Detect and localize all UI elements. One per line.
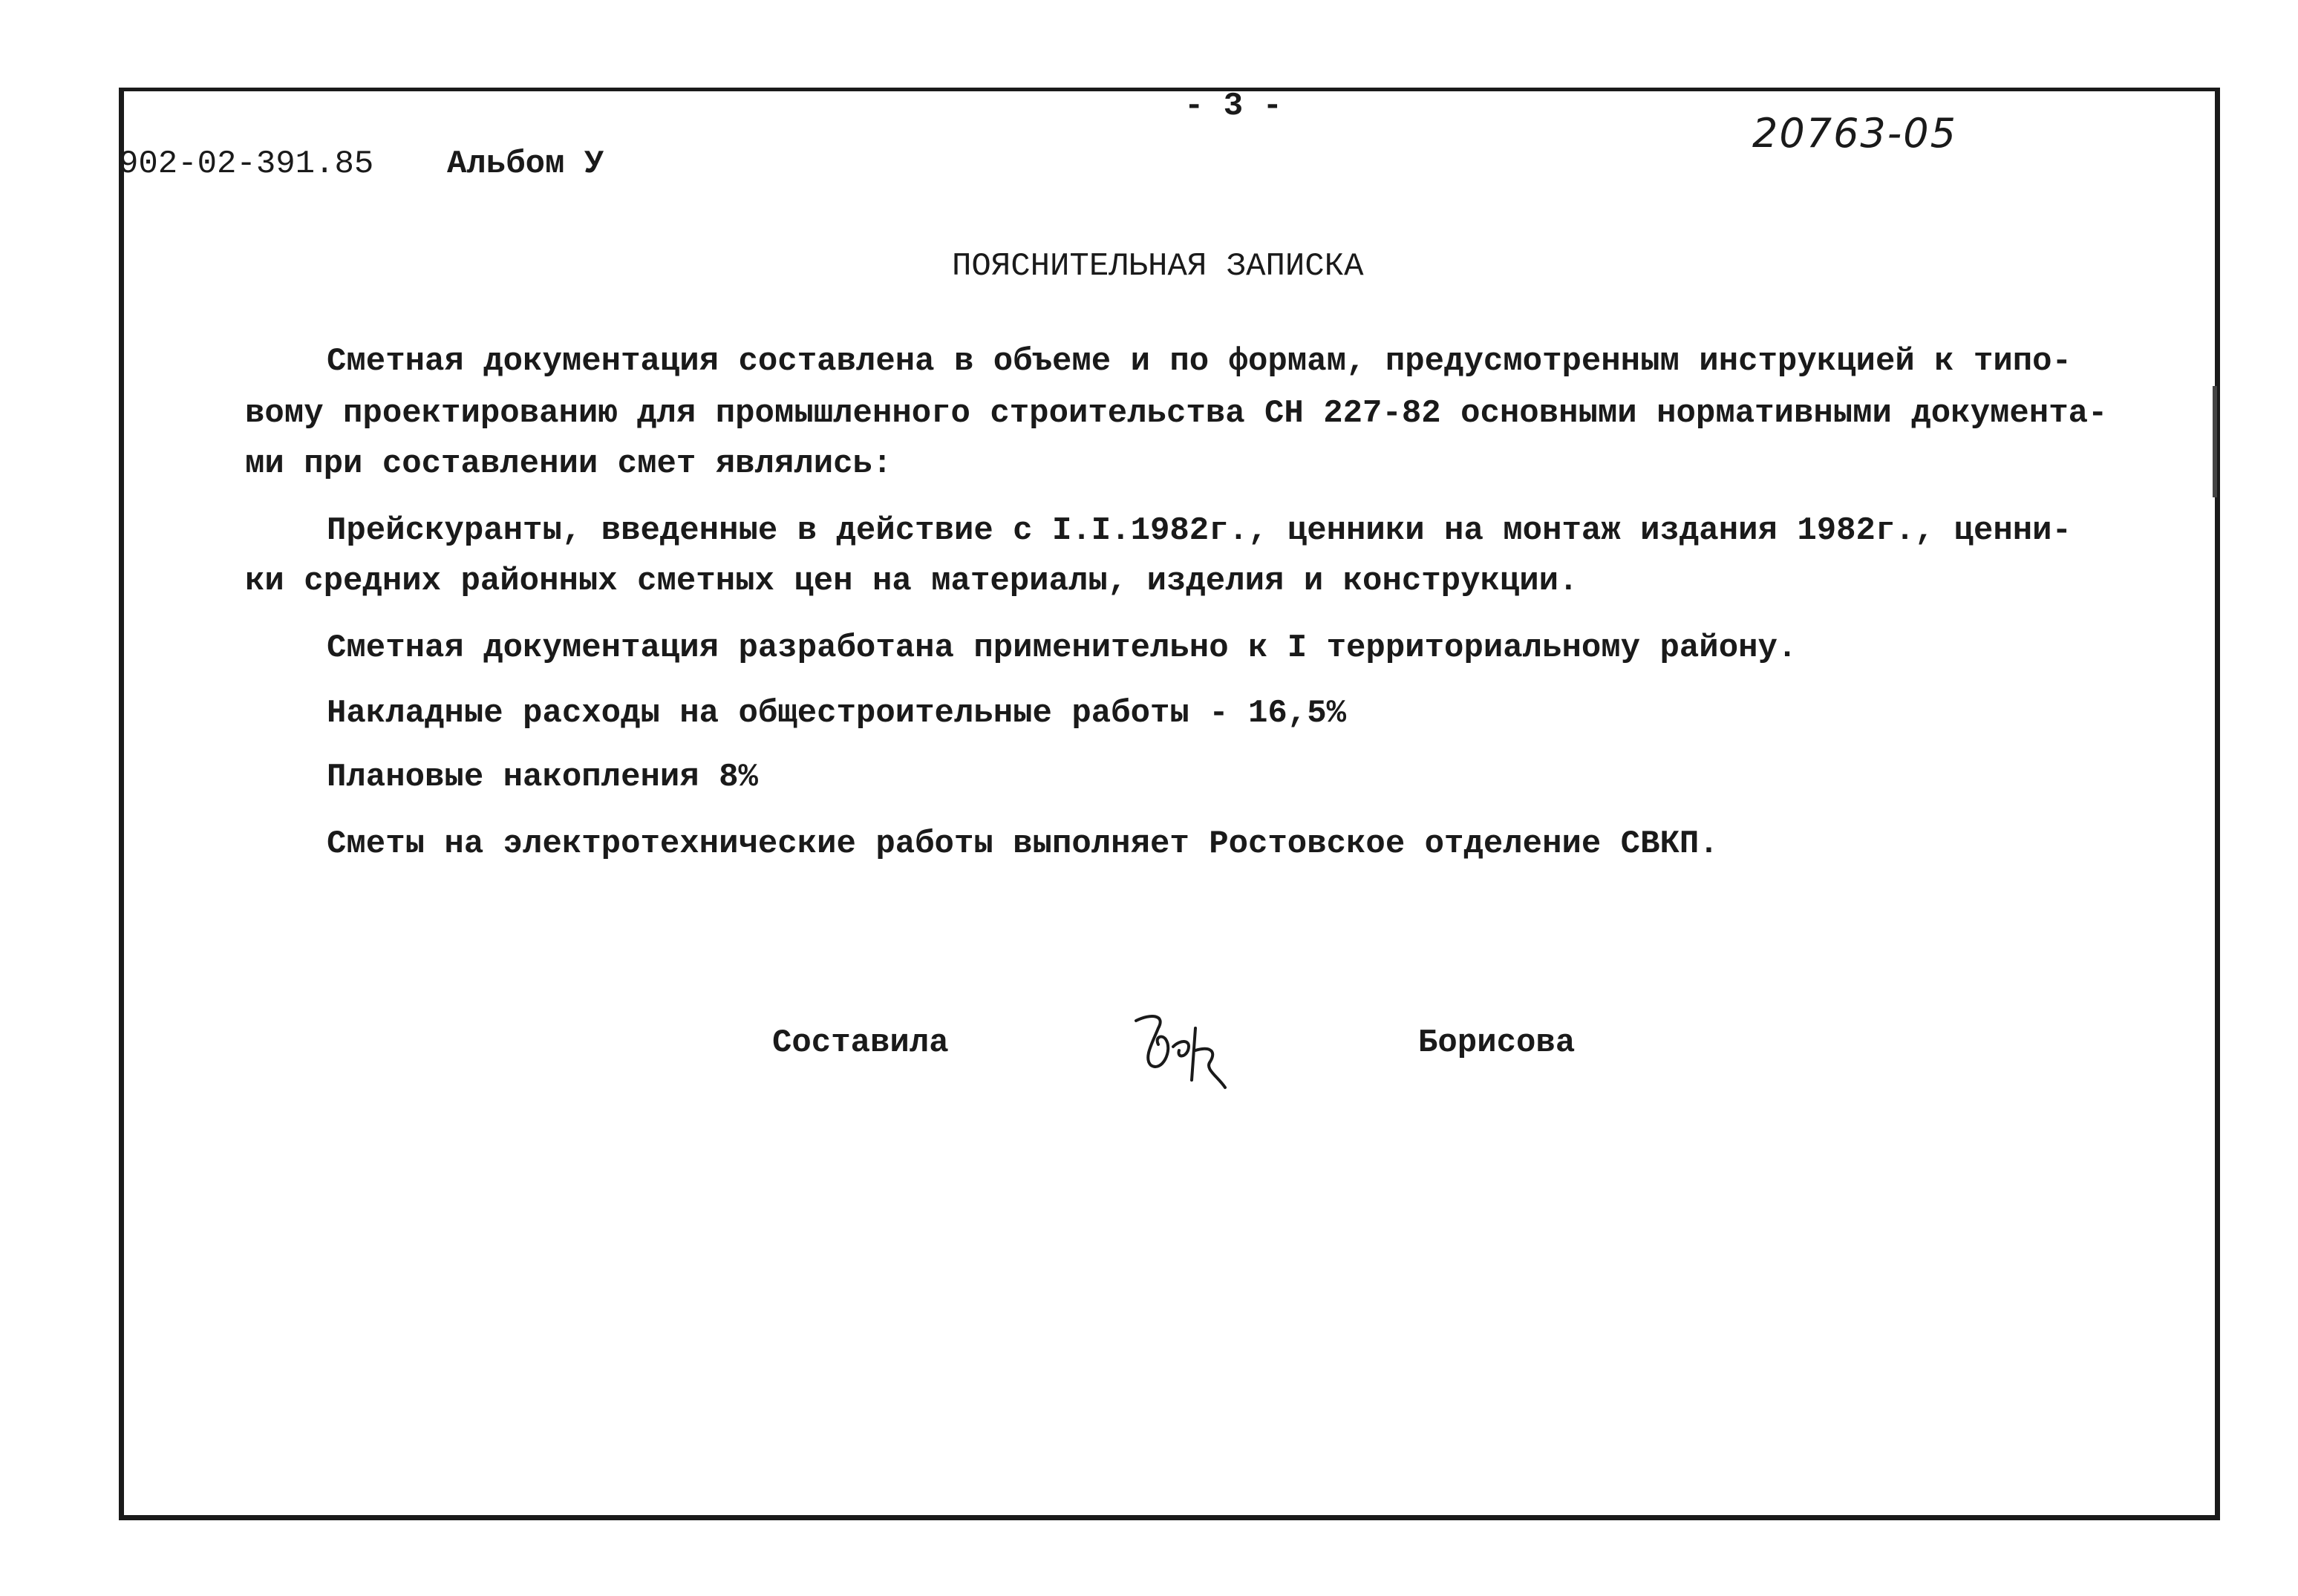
document-frame [119, 88, 2220, 1520]
edge-mark [2213, 386, 2217, 497]
page-number: - 3 - [1184, 88, 1283, 125]
signature-name: Борисова [1418, 1024, 1576, 1062]
paragraph-1-line-1: Сметная документация составлена в объеме и по формам, предусмотренным инструкцией к типо- [327, 343, 2072, 380]
paragraph-1-line-3: ми при составлении смет являлись: [245, 445, 892, 483]
handwritten-signature [1121, 1006, 1255, 1095]
signature-label: Составила [772, 1024, 949, 1062]
album-label: Альбом У [447, 145, 604, 183]
paragraph-1-line-2: вому проектированию для промышленного строительства СН 227-82 основными нормативными документа- [245, 395, 2108, 432]
paragraph-2-line-1: Прейскуранты, введенные в действие с I.I.1982г., ценники на монтаж издания 1982г., ценни- [327, 512, 2072, 549]
paragraph-6: Сметы на электротехнические работы выполняет Ростовское отделение СВКП. [327, 825, 1719, 863]
inventory-number: 20763-05 [1752, 110, 1957, 157]
paragraph-4: Накладные расходы на общестроительные работы - 16,5% [327, 695, 1347, 732]
paragraph-5: Плановые накопления 8% [327, 759, 758, 796]
document-code: 902-02-391.85 [119, 145, 374, 183]
paragraph-3: Сметная документация разработана применительно к I территориальному району. [327, 629, 1798, 667]
document-title: ПОЯСНИТЕЛЬНАЯ ЗАПИСКА [952, 248, 1364, 285]
paragraph-2-line-2: ки средних районных сметных цен на материалы, изделия и конструкции. [245, 563, 1579, 600]
